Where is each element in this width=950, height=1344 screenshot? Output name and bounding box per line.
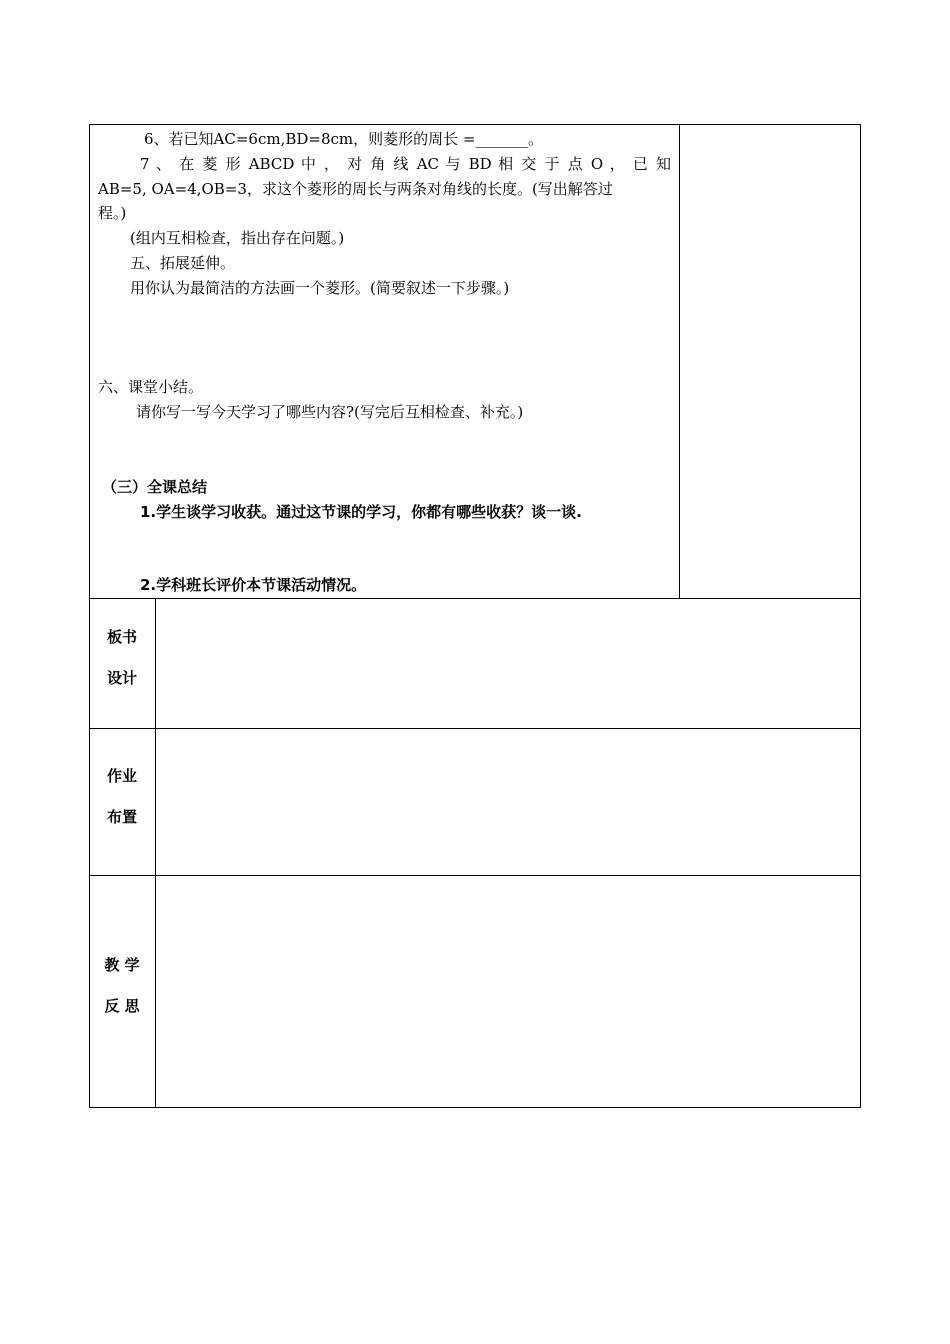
summary-heading: （三）全课总结 bbox=[102, 478, 208, 496]
table-border-right bbox=[860, 124, 861, 1108]
group-check-note: (组内互相检查，指出存在问题。) bbox=[130, 229, 345, 247]
homework-label-2: 布置 bbox=[106, 808, 137, 826]
board-design-label-1: 板书 bbox=[106, 628, 137, 646]
reflection-label-2: 反 思 bbox=[104, 997, 140, 1015]
board-design-content bbox=[156, 599, 860, 728]
question-6: 6、若已知AC=6cm,BD=8cm，则菱形的周长 =_______。 bbox=[144, 130, 543, 148]
lesson-content-cell bbox=[90, 125, 679, 598]
section-five-task: 用你认为最简洁的方法画一个菱形。(简要叙述一下步骤。) bbox=[130, 279, 510, 297]
notes-column-cell bbox=[680, 125, 860, 598]
reflection-content bbox=[156, 876, 860, 1107]
reflection-label-1: 教 学 bbox=[104, 956, 140, 974]
section-six-task: 请你写一写今天学习了哪些内容?(写完后互相检查、补充。) bbox=[136, 403, 524, 421]
summary-item-2: 2.学科班长评价本节课活动情况。 bbox=[140, 576, 367, 594]
homework-label-1: 作业 bbox=[106, 767, 137, 785]
question-7-line-1: 7 、 在 菱 形 ABCD 中 ， 对 角 线 AC 与 BD 相 交 于 点 O ， 已 知 bbox=[140, 155, 671, 173]
section-six-heading: 六、课堂小结。 bbox=[98, 378, 204, 396]
table-border-bottom bbox=[89, 1107, 861, 1108]
question-7-line-3: 程。) bbox=[98, 204, 127, 222]
summary-item-1: 1.学生谈学习收获。通过这节课的学习，你都有哪些收获？谈一谈. bbox=[140, 503, 582, 521]
board-design-label-2: 设计 bbox=[106, 669, 137, 687]
section-five-heading: 五、拓展延伸。 bbox=[130, 254, 236, 272]
question-7-line-2: AB=5, OA=4,OB=3，求这个菱形的周长与两条对角线的长度。(写出解答过 bbox=[98, 180, 613, 198]
homework-content bbox=[156, 729, 860, 875]
